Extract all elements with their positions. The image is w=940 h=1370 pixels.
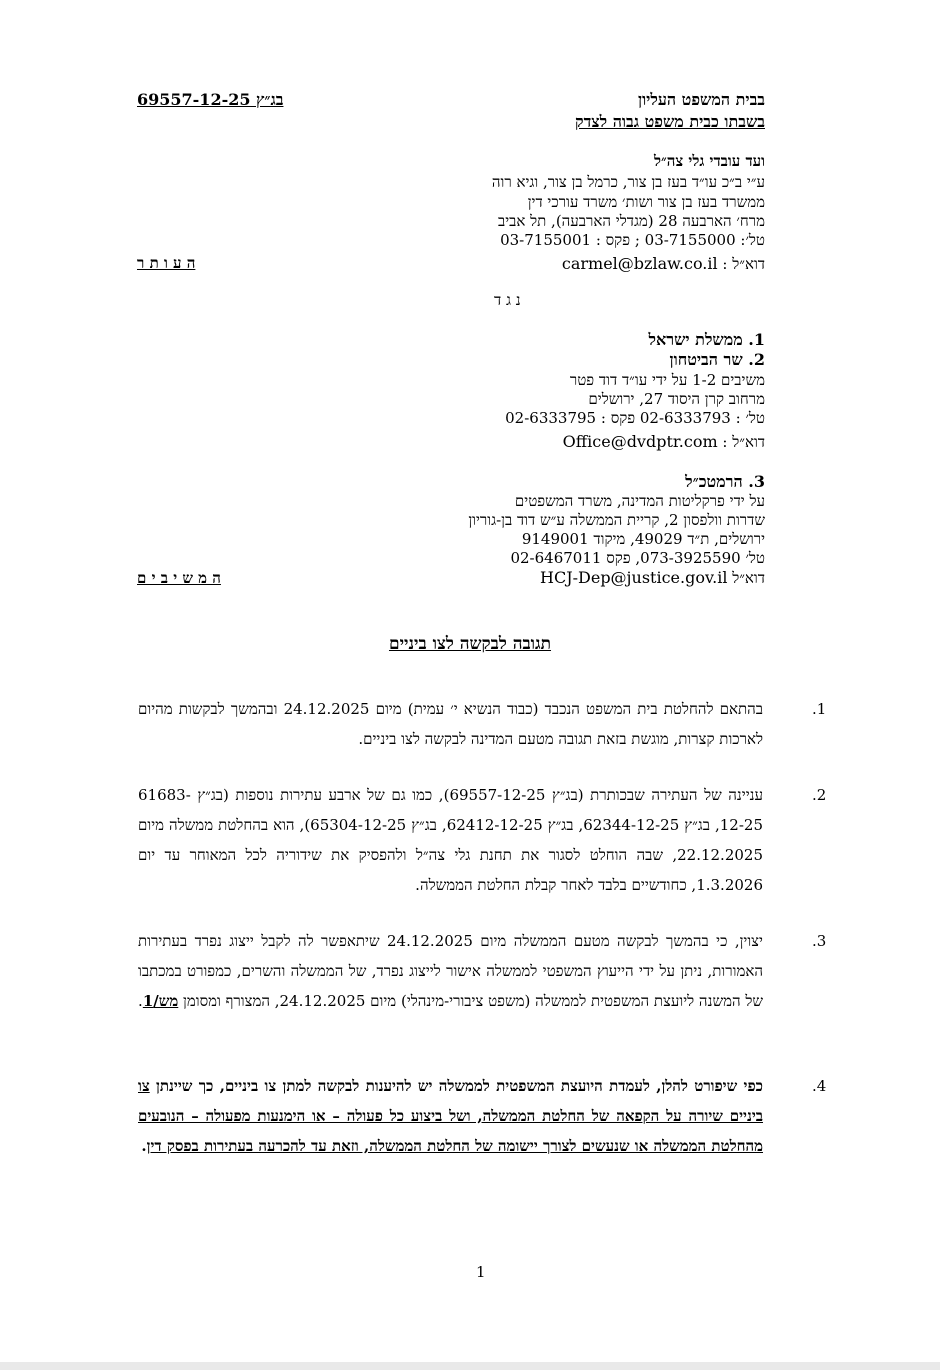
page-number: 1	[476, 1263, 486, 1281]
respondent-2: 2. שר הביטחון	[669, 350, 765, 369]
paragraph-3-end: .	[138, 992, 143, 1010]
petitioner-email[interactable]: carmel@bzlaw.co.il	[561, 254, 718, 273]
respondent-3-address1: שדרות וולפסון 2, קריית הממשלה ע״ש דוד בן-גוריון	[468, 511, 765, 529]
respondents-role: ה מ ש י ב י ם	[137, 569, 221, 587]
respondents-12-phone: טל׳ : 02-6333793 פקס : 02-6333795	[505, 409, 765, 427]
petitioner-email-line	[562, 254, 765, 274]
respondents-12-counsel: משיבים 1-2 על ידי עו״ד דוד פטר	[569, 371, 765, 389]
petitioner-office: ממשרד בעז בן צור ושות׳ משרד עורכי דין	[527, 193, 765, 211]
respondents-12-email[interactable]: Office@dvdptr.com	[562, 432, 718, 451]
petitioner-role: ה ע ו ת ר	[137, 254, 196, 272]
paragraph-4-end: .	[141, 1137, 147, 1155]
email-label: דוא״ל :	[722, 433, 765, 451]
email-label: דוא״ל	[732, 569, 765, 587]
petitioner-address: מרח׳ הארבעה 28 (מגדלי הארבעה), תל אביב	[497, 212, 765, 230]
court-name: בבית המשפט העליון	[637, 90, 765, 109]
versus-label: נ ג ד	[494, 291, 521, 309]
respondent-3-address2: ירושלים, ת״ד 49029, מיקוד 9149001	[521, 530, 765, 548]
court-subtitle: בשבתו כבית משפט גבוה לצדק	[575, 112, 765, 131]
respondents-12-address: מרחוב קרן היסוד 27, ירושלים	[588, 390, 765, 408]
email-label: דוא״ל :	[722, 255, 765, 273]
paragraph-number: .2	[812, 786, 827, 804]
bottom-edge	[0, 1362, 940, 1370]
paragraph-4	[138, 1071, 763, 1161]
paragraph-2: עניינה של העתירה שבכותרת (בג״ץ 69557-12-25), כמו גם של ארבע עתירות נוספות (בג״ץ 61683-12-25, בג״ץ 62344-12-25, בג״ץ 62412-12-25, בג״ץ 65304-12-25), הוא בהחלטת ממשלה מיום 22.12.2025, שבה הוחלט לסגור את תחנת גלי צה״ל ולהפסיק את שידוריה לכל המאוחר עד יום 1.3.2026, כחודשיים בלבד לאחר קבלת החלטת הממשלה.	[138, 786, 764, 894]
respondent-3-phone: טל׳ 073-3925590, פקס 02-6467011	[510, 549, 765, 567]
paragraph-3	[138, 926, 763, 1016]
paragraph-4-text: כפי שיפורט להלן, לעמדת היועצת המשפטית לממשלה יש להיענות לבקשה למתן צו ביניים, כך שיינתן	[149, 1077, 763, 1095]
petitioner-counsel: ע״י ב״כ עו״ד בעז בן צור, כרמל בן צור, וגיא רוה	[491, 173, 765, 191]
petitioner-phone: טל׳: 03-7155000 ; פקס : 03-7155001	[500, 231, 765, 249]
paragraph-1: בהתאם להחלטת בית המשפט הנכבד (כבוד הנשיא י׳ עמית) מיום 24.12.2025 ובהמשך לבקשות מהיום לארכות קצרות, מוגשת בזאת תגובה מטעם המדינה לבקשה לצו ביניים.	[138, 700, 763, 748]
respondent-3: 3. הרמטכ״ל	[685, 472, 765, 491]
paragraph-3-text: יצוין, כי בהמשך לבקשה מטעם הממשלה מיום 24.12.2025 שיתאפשר לה לקבל ייצוג נפרד בעתירות האמורות, ניתן על ידי הייעוץ המשפטי לממשלה אישור לייצוג נפרד, של הממשלה והשרים, כמפורט במכתבו של המשנה ליועצת המשפטית לממשלה (משפט ציבורי-מינהלי) מיום 24.12.2025, המצורף ומסומן	[138, 932, 763, 1010]
document-title: תגובה לבקשה לצו ביניים	[388, 634, 552, 654]
paragraph-number: .1	[812, 700, 827, 718]
exhibit-reference: מש/1	[142, 992, 179, 1010]
respondent-3-email-line	[540, 568, 765, 588]
paragraph-number: .3	[812, 932, 827, 950]
petitioner-name: ועד עובדי גלי צה״ל	[653, 152, 765, 170]
respondent-1: 1. ממשלת ישראל	[648, 330, 765, 349]
respondent-3-email[interactable]: HCJ-Dep@justice.gov.il	[540, 568, 728, 587]
case-number: בג״ץ 69557-12-25	[137, 90, 284, 109]
paragraph-4-underlined: צו ביניים שיורה על הקפאה של החלטת הממשלה, ושל ביצוע כל פעולה – או הימנעות מפעולה – הנובעים מהחלטת הממשלה או שנעשים לצורך יישומה של החלטת הממשלה, וזאת עד להכרעה בעתירות בפסק דין	[138, 1077, 763, 1155]
paragraph-number: .4	[812, 1077, 827, 1095]
respondent-3-counsel: על ידי פרקליטות המדינה, משרד המשפטים	[514, 492, 765, 510]
respondents-12-email-line	[563, 432, 765, 452]
